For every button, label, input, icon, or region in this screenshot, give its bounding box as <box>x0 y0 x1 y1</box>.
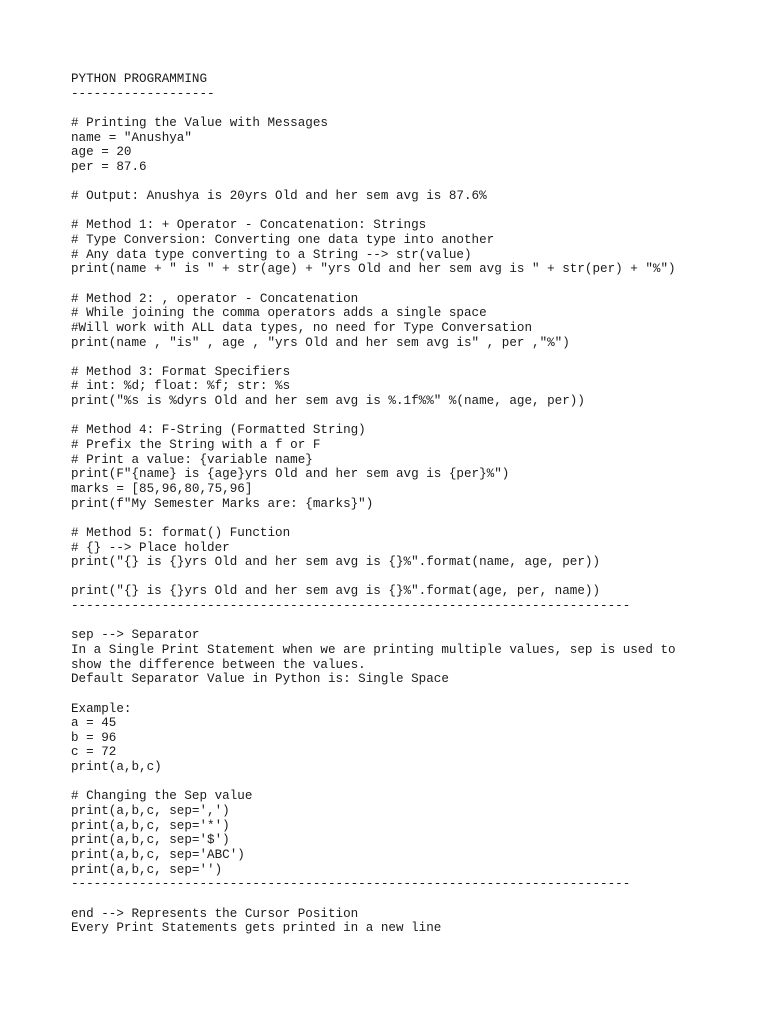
text-line: age = 20 <box>71 145 132 160</box>
text-line <box>71 614 751 629</box>
text-line <box>71 174 751 189</box>
text-line: print(a,b,c, sep='ABC') <box>71 847 245 862</box>
text-line: print(name + " is " + str(age) + "yrs Old and her sem avg is " + str(per) + "%") <box>71 262 676 277</box>
text-line: print(f"My Semester Marks are: {marks}") <box>71 496 374 511</box>
text-line: -------------------------------------------------------------------------- <box>71 599 631 614</box>
text-line: marks = [85,96,80,75,96] <box>71 481 253 496</box>
text-line: # Output: Anushya is 20yrs Old and her sem avg is 87.6% <box>71 189 487 204</box>
text-line: # While joining the comma operators adds a single space <box>71 306 487 321</box>
text-line <box>71 277 751 292</box>
text-line <box>71 204 751 219</box>
text-line: # Method 2: , operator - Concatenation <box>71 291 359 306</box>
text-line <box>71 511 751 526</box>
text-line: Default Separator Value in Python is: Single Space <box>71 672 449 687</box>
text-line: print("%s is %dyrs Old and her sem avg is %.1f%%" %(name, age, per)) <box>71 394 585 409</box>
text-line: print(a,b,c, sep='') <box>71 862 223 877</box>
text-line: # Type Conversion: Converting one data type into another <box>71 233 495 248</box>
text-line: print(F"{name} is {age}yrs Old and her sem avg is {per}%") <box>71 467 510 482</box>
text-line: # Method 3: Format Specifiers <box>71 364 291 379</box>
text-line: print("{} is {}yrs Old and her sem avg is {}%".format(age, per, name)) <box>71 584 601 599</box>
text-line <box>71 350 751 365</box>
text-line: name = "Anushya" <box>71 130 192 145</box>
text-line: In a Single Print Statement when we are printing multiple values, sep is used to <box>71 642 676 657</box>
text-line: PYTHON PROGRAMMING <box>71 72 208 86</box>
text-line: c = 72 <box>71 745 117 760</box>
text-line: print(a,b,c) <box>71 760 162 775</box>
text-line: # Print a value: {variable name} <box>71 452 313 467</box>
text-line: # Printing the Value with Messages <box>71 115 328 130</box>
text-line: a = 45 <box>71 716 117 731</box>
text-line: #Will work with ALL data types, no need for Type Conversation <box>71 320 533 335</box>
text-line: sep --> Separator <box>71 628 200 643</box>
text-line: # int: %d; float: %f; str: %s <box>71 379 291 394</box>
text-line <box>71 687 751 702</box>
text-line: print("{} is {}yrs Old and her sem avg is {}%".format(name, age, per)) <box>71 555 601 570</box>
text-line: # Changing the Sep value <box>71 789 253 804</box>
text-line: # Method 4: F-String (Formatted String) <box>71 423 366 438</box>
text-line: # Prefix the String with a f or F <box>71 438 321 453</box>
text-line: print(a,b,c, sep='$') <box>71 833 230 848</box>
text-line: # Method 1: + Operator - Concatenation: Strings <box>71 218 427 233</box>
document-text-body <box>71 72 751 936</box>
text-line <box>71 101 751 116</box>
text-line: # Method 5: format() Function <box>71 525 291 540</box>
text-line: end --> Represents the Cursor Position <box>71 906 359 921</box>
text-line: Example: <box>71 701 132 716</box>
text-line <box>71 409 751 424</box>
text-line: # {} --> Place holder <box>71 540 230 555</box>
text-line <box>71 570 751 585</box>
text-line <box>71 775 751 790</box>
text-line <box>71 892 751 907</box>
text-line: ------------------- <box>71 86 215 101</box>
text-line: Every Print Statements gets printed in a new line <box>71 921 442 936</box>
text-line: -------------------------------------------------------------------------- <box>71 877 631 892</box>
text-line: print(name , "is" , age , "yrs Old and her sem avg is" , per ,"%") <box>71 335 570 350</box>
text-line: show the difference between the values. <box>71 657 366 672</box>
text-line: per = 87.6 <box>71 159 147 174</box>
text-line: # Any data type converting to a String --> str(value) <box>71 247 472 262</box>
text-line: b = 96 <box>71 730 117 745</box>
text-line: print(a,b,c, sep=',') <box>71 804 230 819</box>
text-line: print(a,b,c, sep='*') <box>71 818 230 833</box>
